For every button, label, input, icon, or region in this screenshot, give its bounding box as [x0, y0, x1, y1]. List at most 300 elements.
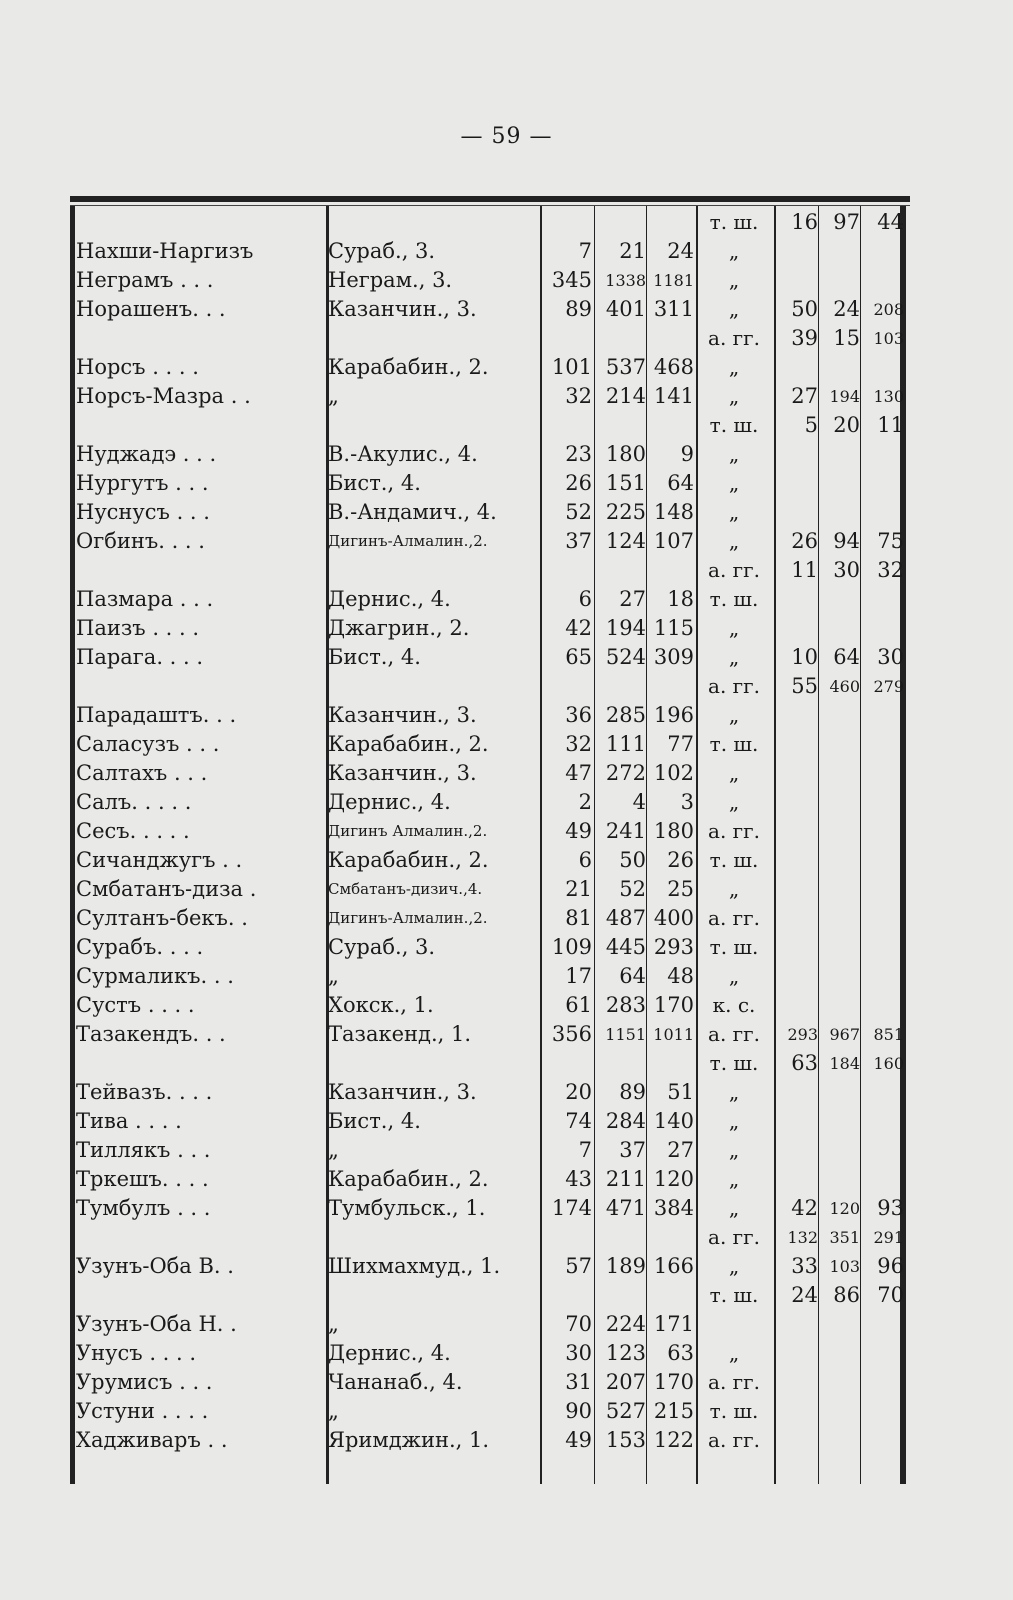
group-count-2: [820, 469, 860, 498]
district-name: Дернис., 4.: [328, 790, 451, 814]
households-count: 61: [565, 993, 592, 1017]
group-count-3: 160: [873, 1054, 904, 1073]
group-count-1: 63: [791, 1051, 818, 1075]
population-secondary: 122: [653, 1428, 694, 1452]
households-count: 74: [565, 1109, 592, 1133]
households-count: 57: [565, 1254, 592, 1278]
district-name: Сураб., 3.: [328, 935, 436, 959]
households-count: 90: [565, 1399, 592, 1423]
table-row: [70, 788, 910, 817]
households-count: 6: [578, 587, 592, 611]
group-label: „: [728, 471, 740, 495]
group-count-3: 103: [873, 329, 904, 348]
group-label: к. с.: [712, 993, 756, 1017]
district-name: „: [328, 384, 339, 408]
settlement-name: Тумбулъ . . .: [76, 1196, 211, 1220]
population-secondary: 166: [653, 1254, 694, 1278]
table-row: [70, 1020, 910, 1049]
group-count-3: [862, 498, 904, 527]
district-name: [328, 208, 540, 237]
group-count-1: 11: [791, 558, 818, 582]
group-count-1: [776, 353, 818, 382]
group-count-1: 24: [791, 1283, 818, 1307]
settlement-name: [76, 1281, 326, 1310]
group-count-1: [776, 701, 818, 730]
group-count-3: [862, 1368, 904, 1397]
households-count: 26: [565, 471, 592, 495]
district-name: Карабабин., 2.: [328, 848, 489, 872]
settlement-name: Сурмаликъ. . .: [76, 964, 234, 988]
households-count: 70: [565, 1312, 592, 1336]
settlement-name: Узунъ-Оба Н. .: [76, 1312, 237, 1336]
district-name: Бист., 4.: [328, 1109, 421, 1133]
population-secondary: 180: [653, 819, 694, 843]
population-secondary: 170: [653, 1370, 694, 1394]
population-secondary: [646, 1281, 694, 1310]
population-total: 285: [605, 703, 646, 727]
population-secondary: 468: [653, 355, 694, 379]
settlement-name: Салтахъ . . .: [76, 761, 208, 785]
population-total: [594, 411, 646, 440]
district-name: [328, 1223, 540, 1252]
group-count-3: 279: [873, 677, 904, 696]
population-total: 21: [619, 239, 646, 263]
settlement-name: Унусъ . . . .: [76, 1341, 197, 1365]
settlement-name: Огбинъ. . . .: [76, 529, 205, 553]
group-count-2: [820, 585, 860, 614]
population-secondary: 64: [667, 471, 694, 495]
households-count: 23: [565, 442, 592, 466]
group-label: т. ш.: [709, 1399, 759, 1423]
households-count: 42: [565, 616, 592, 640]
group-label: т. ш.: [709, 587, 759, 611]
district-name: Дернис., 4.: [328, 587, 451, 611]
table-row: [70, 585, 910, 614]
group-label: „: [728, 384, 740, 408]
households-count: [542, 556, 592, 585]
group-count-3: [862, 469, 904, 498]
group-count-1: [776, 585, 818, 614]
group-count-2: 24: [833, 297, 860, 321]
group-count-2: 97: [833, 210, 860, 234]
population-total: 124: [605, 529, 646, 553]
table-row: [70, 1426, 910, 1455]
group-label: т. ш.: [709, 413, 759, 437]
group-count-2: 120: [829, 1199, 860, 1218]
group-count-3: 30: [877, 645, 904, 669]
settlement-name: Тазакендъ. . .: [76, 1022, 226, 1046]
table-row: [70, 1223, 910, 1252]
population-total: 189: [605, 1254, 646, 1278]
group-count-1: [776, 1426, 818, 1455]
group-count-1: [776, 991, 818, 1020]
group-count-2: 86: [833, 1283, 860, 1307]
district-name: Тазакенд., 1.: [328, 1022, 472, 1046]
population-total: 225: [605, 500, 646, 524]
population-secondary: 77: [667, 732, 694, 756]
households-count: 89: [565, 297, 592, 321]
group-count-3: [862, 730, 904, 759]
group-count-2: [820, 1426, 860, 1455]
settlement-name: Смбатанъ-диза .: [76, 877, 257, 901]
population-secondary: 63: [667, 1341, 694, 1365]
households-count: [542, 324, 592, 353]
settlement-name: Парадаштъ. . .: [76, 703, 237, 727]
population-secondary: [646, 411, 694, 440]
district-name: Бист., 4.: [328, 645, 421, 669]
settlement-name: [76, 208, 326, 237]
table-row: [70, 817, 910, 846]
population-total: [594, 1223, 646, 1252]
group-count-3: [862, 353, 904, 382]
group-label: „: [728, 761, 740, 785]
population-total: 89: [619, 1080, 646, 1104]
settlement-name: Хадживаръ . .: [76, 1428, 228, 1452]
group-count-2: [820, 1165, 860, 1194]
group-count-2: [820, 788, 860, 817]
table-row: [70, 701, 910, 730]
group-label: а. гг.: [708, 326, 760, 350]
households-count: 43: [565, 1167, 592, 1191]
population-secondary: 107: [653, 529, 694, 553]
group-count-1: [776, 817, 818, 846]
households-count: 109: [551, 935, 592, 959]
group-count-2: [820, 701, 860, 730]
table-row: [70, 730, 910, 759]
population-total: 487: [605, 906, 646, 930]
group-label: „: [728, 268, 740, 292]
group-count-3: [862, 1165, 904, 1194]
group-count-2: [820, 266, 860, 295]
group-label: т. ш.: [709, 935, 759, 959]
group-count-1: 16: [791, 210, 818, 234]
group-count-1: 5: [804, 413, 818, 437]
district-name: Казанчин., 3.: [328, 297, 477, 321]
population-total: 37: [619, 1138, 646, 1162]
table-row: [70, 643, 910, 672]
group-label: „: [728, 1341, 740, 1365]
settlement-name: Сичанджугъ . .: [76, 848, 243, 872]
table-row: [70, 962, 910, 991]
group-label: „: [728, 1080, 740, 1104]
group-count-3: [862, 846, 904, 875]
district-name: Тумбульск., 1.: [328, 1196, 486, 1220]
households-count: 2: [578, 790, 592, 814]
population-secondary: 171: [653, 1312, 694, 1336]
group-label: „: [728, 790, 740, 814]
group-count-1: [776, 1078, 818, 1107]
group-count-1: [776, 614, 818, 643]
settlement-name: Нуджадэ . . .: [76, 442, 217, 466]
group-count-3: 96: [877, 1254, 904, 1278]
settlement-name: Тркешъ. . . .: [76, 1167, 209, 1191]
population-secondary: 311: [653, 297, 694, 321]
population-secondary: 141: [653, 384, 694, 408]
group-count-1: [776, 1368, 818, 1397]
table-row: [70, 295, 910, 324]
group-count-1: [776, 730, 818, 759]
group-count-1: 293: [787, 1025, 818, 1044]
district-name: [328, 1049, 540, 1078]
group-label: „: [728, 529, 740, 553]
settlement-name: [76, 1223, 326, 1252]
population-total: 4: [632, 790, 646, 814]
population-secondary: 27: [667, 1138, 694, 1162]
district-name: В.-Акулис., 4.: [328, 442, 478, 466]
group-count-3: 208: [873, 300, 904, 319]
households-count: 345: [551, 268, 592, 292]
group-label: „: [728, 1167, 740, 1191]
households-count: [542, 208, 592, 237]
table-row: [70, 1107, 910, 1136]
group-label: „: [728, 1138, 740, 1162]
population-secondary: 309: [653, 645, 694, 669]
district-name: Карабабин., 2.: [328, 355, 489, 379]
group-count-3: 11: [877, 413, 904, 437]
table-row: [70, 324, 910, 353]
table-row: [70, 1078, 910, 1107]
settlement-name: Сесъ. . . . .: [76, 819, 190, 843]
group-count-2: [820, 846, 860, 875]
group-count-3: [862, 1310, 904, 1339]
group-count-3: [862, 817, 904, 846]
population-secondary: 51: [667, 1080, 694, 1104]
population-secondary: [646, 556, 694, 585]
group-count-1: [776, 875, 818, 904]
district-name: [328, 1281, 540, 1310]
group-count-1: [776, 846, 818, 875]
table-row: [70, 527, 910, 556]
table-row: [70, 382, 910, 411]
table-row: [70, 1252, 910, 1281]
group-count-2: [820, 759, 860, 788]
group-count-1: [776, 469, 818, 498]
population-total: [594, 556, 646, 585]
settlement-name: Пазмара . . .: [76, 587, 214, 611]
population-secondary: 3: [680, 790, 694, 814]
table-row: [70, 237, 910, 266]
group-count-3: [862, 701, 904, 730]
population-total: 284: [605, 1109, 646, 1133]
district-name: Бист., 4.: [328, 471, 421, 495]
group-count-2: [820, 440, 860, 469]
settlement-name: Сустъ . . . .: [76, 993, 195, 1017]
settlement-name: Парага. . . .: [76, 645, 204, 669]
settlement-name: [76, 556, 326, 585]
settlement-name: [76, 672, 326, 701]
group-count-2: [820, 1310, 860, 1339]
households-count: 32: [565, 384, 592, 408]
group-label: т. ш.: [709, 732, 759, 756]
settlement-name: Нахши-Наргизъ: [76, 239, 254, 263]
settlement-name: Норашенъ. . .: [76, 297, 226, 321]
group-count-2: [820, 498, 860, 527]
settlement-name: Устуни . . . .: [76, 1399, 209, 1423]
settlement-name: [76, 1049, 326, 1078]
table-row: [70, 1049, 910, 1078]
settlement-name: Султанъ-бекъ. .: [76, 906, 248, 930]
group-label: т. ш.: [709, 848, 759, 872]
group-label: [700, 1310, 768, 1339]
table-row: [70, 991, 910, 1020]
households-count: [542, 1281, 592, 1310]
population-total: 527: [605, 1399, 646, 1423]
district-name: [328, 324, 540, 353]
population-secondary: 102: [653, 761, 694, 785]
population-total: 401: [605, 297, 646, 321]
group-count-2: [820, 962, 860, 991]
population-secondary: [646, 324, 694, 353]
group-count-1: 55: [791, 674, 818, 698]
district-name: „: [328, 1138, 339, 1162]
population-total: 1151: [605, 1025, 646, 1044]
population-total: 283: [605, 993, 646, 1017]
households-count: 356: [551, 1022, 592, 1046]
population-secondary: 25: [667, 877, 694, 901]
group-count-3: [862, 759, 904, 788]
households-count: 21: [565, 877, 592, 901]
group-count-3: 130: [873, 387, 904, 406]
group-count-1: [776, 1397, 818, 1426]
group-count-3: [862, 875, 904, 904]
settlement-name: Саласузъ . . .: [76, 732, 220, 756]
households-count: [542, 672, 592, 701]
population-total: [594, 208, 646, 237]
households-count: 32: [565, 732, 592, 756]
table-row: [70, 498, 910, 527]
district-name: Смбатанъ-дизич.,4.: [328, 880, 483, 898]
group-count-3: 851: [873, 1025, 904, 1044]
table-row: [70, 440, 910, 469]
households-count: 7: [578, 239, 592, 263]
population-total: 194: [605, 616, 646, 640]
table-row: [70, 904, 910, 933]
group-count-3: [862, 788, 904, 817]
table-row: [70, 1165, 910, 1194]
population-secondary: 215: [653, 1399, 694, 1423]
group-count-3: 32: [877, 558, 904, 582]
households-count: 81: [565, 906, 592, 930]
group-label: „: [728, 964, 740, 988]
population-total: 153: [605, 1428, 646, 1452]
table-row: [70, 1310, 910, 1339]
settlement-name: Тейвазъ. . . .: [76, 1080, 213, 1104]
group-count-3: [862, 1078, 904, 1107]
group-count-2: 460: [829, 677, 860, 696]
settlement-name: Тива . . . .: [76, 1109, 182, 1133]
population-secondary: 400: [653, 906, 694, 930]
district-name: Джагрин., 2.: [328, 616, 470, 640]
population-total: [594, 1281, 646, 1310]
district-name: Неграм., 3.: [328, 268, 453, 292]
population-total: 524: [605, 645, 646, 669]
table-row: [70, 1368, 910, 1397]
group-count-1: [776, 962, 818, 991]
settlement-name: Урумисъ . . .: [76, 1370, 213, 1394]
households-count: 47: [565, 761, 592, 785]
settlement-name: Норсъ . . . .: [76, 355, 199, 379]
group-count-2: 351: [829, 1228, 860, 1247]
households-count: 30: [565, 1341, 592, 1365]
table-row: [70, 933, 910, 962]
population-total: 211: [605, 1167, 646, 1191]
district-name: Казанчин., 3.: [328, 761, 477, 785]
table-row: [70, 1397, 910, 1426]
population-total: 52: [619, 877, 646, 901]
group-count-2: [820, 730, 860, 759]
group-count-2: 64: [833, 645, 860, 669]
households-count: 36: [565, 703, 592, 727]
households-count: 6: [578, 848, 592, 872]
households-count: 20: [565, 1080, 592, 1104]
table-row: [70, 1136, 910, 1165]
district-name: „: [328, 1399, 339, 1423]
top-rule: [70, 196, 910, 202]
population-secondary: 148: [653, 500, 694, 524]
table-row: [70, 353, 910, 382]
group-label: а. гг.: [708, 674, 760, 698]
group-count-1: [776, 1165, 818, 1194]
population-total: 64: [619, 964, 646, 988]
page-number: — 59 —: [460, 124, 553, 149]
group-count-2: [820, 1397, 860, 1426]
settlement-table: [70, 208, 910, 1455]
group-count-1: [776, 498, 818, 527]
group-count-3: [862, 962, 904, 991]
population-total: 241: [605, 819, 646, 843]
group-count-3: 75: [877, 529, 904, 553]
group-count-1: [776, 933, 818, 962]
group-count-1: 132: [787, 1228, 818, 1247]
group-count-2: [820, 1107, 860, 1136]
settlement-name: Норсъ-Мазра . .: [76, 384, 251, 408]
population-secondary: 115: [653, 616, 694, 640]
group-count-1: [776, 1339, 818, 1368]
group-count-1: [776, 1107, 818, 1136]
table-row: [70, 208, 910, 237]
table-row: [70, 672, 910, 701]
population-total: 445: [605, 935, 646, 959]
group-label: т. ш.: [709, 1051, 759, 1075]
group-label: „: [728, 645, 740, 669]
group-label: „: [728, 500, 740, 524]
population-secondary: [646, 1049, 694, 1078]
group-label: „: [728, 1254, 740, 1278]
population-total: 50: [619, 848, 646, 872]
population-secondary: 1181: [653, 271, 694, 290]
district-name: Яримджин., 1.: [328, 1428, 490, 1452]
households-count: 52: [565, 500, 592, 524]
population-secondary: 9: [680, 442, 694, 466]
group-count-1: [776, 904, 818, 933]
population-secondary: 48: [667, 964, 694, 988]
district-name: Шихмахмуд., 1.: [328, 1254, 501, 1278]
group-count-2: 194: [829, 387, 860, 406]
district-name: [328, 411, 540, 440]
population-secondary: 1011: [653, 1025, 694, 1044]
table-row: [70, 614, 910, 643]
district-name: Карабабин., 2.: [328, 1167, 489, 1191]
group-count-3: [862, 1397, 904, 1426]
group-count-2: 30: [833, 558, 860, 582]
settlement-name: [76, 411, 326, 440]
population-secondary: [646, 672, 694, 701]
population-secondary: 18: [667, 587, 694, 611]
group-label: „: [728, 703, 740, 727]
population-total: 27: [619, 587, 646, 611]
group-count-1: [776, 1136, 818, 1165]
households-count: 65: [565, 645, 592, 669]
